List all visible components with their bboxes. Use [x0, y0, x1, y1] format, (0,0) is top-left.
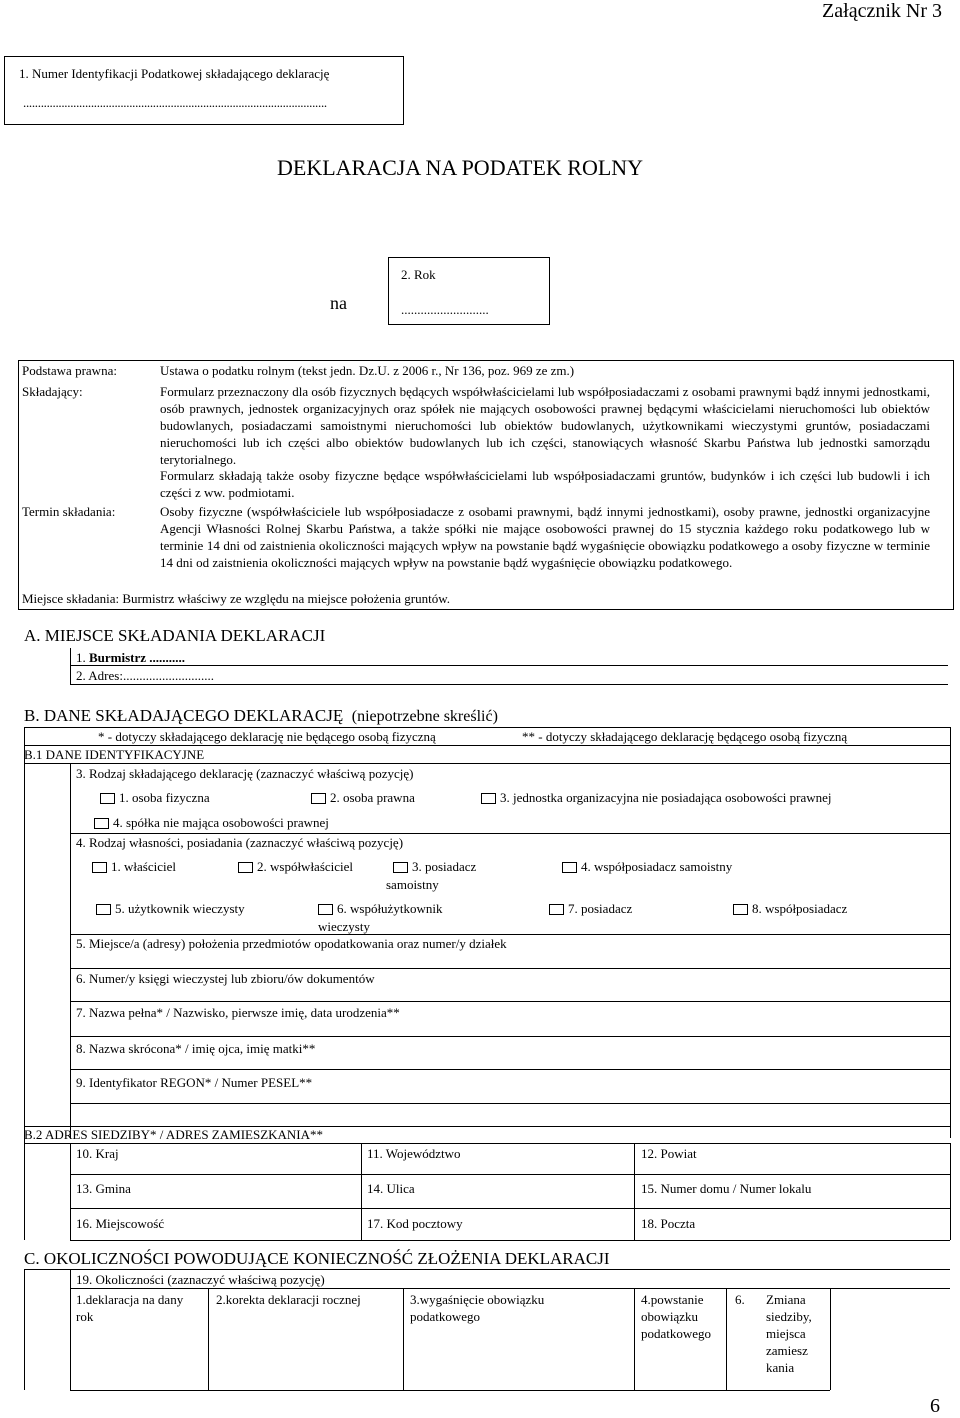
q3-option-2[interactable] [311, 790, 415, 806]
q4-option-3[interactable] [393, 859, 476, 875]
q8-field[interactable]: 8. Nazwa skrócona* / imię ojca, imię matki** [76, 1041, 316, 1056]
nip-label: 1. Numer Identyfikacji Podatkowej składającego deklarację [19, 66, 330, 81]
q3-option-4-label: 4. spółka nie mająca osobowości prawnej [113, 815, 329, 830]
skladajacy-label: Składający: [22, 384, 83, 399]
q4-option-8-label: 8. współposiadacz [752, 901, 848, 916]
burmistrz-row [76, 650, 185, 666]
c-option-4[interactable] [641, 1291, 711, 1342]
checkbox-icon[interactable] [733, 904, 748, 915]
addr-poczta[interactable]: 18. Poczta [641, 1216, 696, 1231]
addr-miejscowosc[interactable]: 16. Miejscowość [76, 1216, 165, 1231]
page-number: 6 [930, 1395, 940, 1417]
c-option-3[interactable] [410, 1291, 544, 1325]
q3-label: 3. Rodzaj składającego deklarację (zaznaczyć właściwą pozycję) [76, 766, 414, 781]
addr-numer-domu[interactable]: 15. Numer domu / Numer lokalu [641, 1181, 812, 1196]
burmistrz-number: 1. [76, 650, 89, 665]
q4-option-6-cont: wieczysty [318, 919, 370, 934]
c-option-3-line-2: podatkowego [410, 1309, 481, 1324]
checkbox-icon[interactable] [96, 904, 111, 915]
attachment-label: Załącznik Nr 3 [822, 0, 942, 22]
q4-option-2[interactable] [238, 859, 353, 875]
c-option-3-line-1: 3.wygaśnięcie obowiązku [410, 1292, 545, 1307]
q4-option-4-label: 4. współposiadacz samoistny [581, 859, 733, 874]
c-option-1-line-1: 1.deklaracja na dany [76, 1292, 184, 1307]
q3-option-2-label: 2. osoba prawna [330, 790, 415, 805]
adres-field[interactable]: 2. Adres:............................ [76, 668, 214, 683]
addr-wojewodztwo[interactable]: 11. Województwo [367, 1146, 461, 1161]
checkbox-icon[interactable] [311, 793, 326, 804]
b1-heading: B.1 DANE IDENTYFIKACYJNE [24, 747, 205, 762]
checkbox-icon[interactable] [94, 818, 109, 829]
note-legal-person: * - dotyczy składającego deklarację nie będącego osobą fizyczną [98, 729, 436, 744]
q19-label: 19. Okoliczności (zaznaczyć właściwą pozycję) [76, 1272, 325, 1287]
c-option-6[interactable] [766, 1291, 812, 1376]
q4-option-1[interactable] [92, 859, 176, 875]
c-option-2-line-1: 2.korekta deklaracji rocznej [216, 1292, 361, 1307]
q5-field[interactable]: 5. Miejsce/a (adresy) położenia przedmiotów opodatkowania oraz numer/y działek [76, 936, 507, 951]
checkbox-icon[interactable] [393, 862, 408, 873]
checkbox-icon[interactable] [562, 862, 577, 873]
q4-option-2-label: 2. współwłaściciel [257, 859, 354, 874]
q4-option-3-cont: samoistny [386, 877, 439, 892]
q4-option-6[interactable] [318, 901, 442, 917]
addr-gmina[interactable]: 13. Gmina [76, 1181, 131, 1196]
q4-option-5[interactable] [96, 901, 245, 917]
burmistrz-field[interactable]: Burmistrz ........... [89, 650, 186, 665]
checkbox-icon[interactable] [238, 862, 253, 873]
note-natural-person: ** - dotyczy składającego deklarację będącego osobą fizyczną [522, 729, 848, 744]
q3-option-1[interactable] [100, 790, 210, 806]
q4-label: 4. Rodzaj własności, posiadania (zaznaczyć właściwą pozycję) [76, 835, 404, 850]
q4-option-7[interactable] [549, 901, 632, 917]
c-option-6-number: 6. [735, 1292, 745, 1307]
q4-option-1-label: 1. właściciel [111, 859, 176, 874]
q3-option-4[interactable] [94, 815, 329, 831]
checkbox-icon[interactable] [481, 793, 496, 804]
checkbox-icon[interactable] [92, 862, 107, 873]
c-option-4-line-3: podatkowego [641, 1326, 712, 1341]
section-b-title [24, 706, 498, 726]
checkbox-icon[interactable] [318, 904, 333, 915]
year-box [388, 257, 550, 325]
c-option-6-line-4: zamiesz [766, 1343, 808, 1358]
section-b-note: (niepotrzebne skreślić) [351, 708, 498, 725]
q7-field[interactable]: 7. Nazwa pełna* / Nazwisko, pierwsze imię, data urodzenia** [76, 1005, 400, 1020]
addr-ulica[interactable]: 14. Ulica [367, 1181, 415, 1196]
c-option-6-line-5: kania [766, 1360, 795, 1375]
skladajacy-text-2: Formularz składają także osoby fizyczne będące współwłaścicielami lub współposiadaczami gruntów, budynków i ich części lub budowli i ich części z ww. podmiotami. [160, 468, 930, 500]
miejsce-skladania: Miejsce składania: Burmistrz właściwy ze względu na miejsce położenia gruntów. [22, 591, 451, 606]
year-field[interactable]: ........................... [401, 302, 489, 317]
podstawa-label: Podstawa prawna: [22, 363, 117, 378]
c-option-1[interactable] [76, 1291, 183, 1325]
year-prefix: na [330, 293, 347, 313]
q4-option-3-label: 3. posiadacz [412, 859, 477, 874]
b2-heading: B.2 ADRES SIEDZIBY* / ADRES ZAMIESZKANIA** [24, 1127, 324, 1142]
c-option-6-line-2: siedziby, [766, 1309, 812, 1324]
addr-powiat[interactable]: 12. Powiat [641, 1146, 697, 1161]
c-option-1-line-2: rok [76, 1309, 94, 1324]
year-label: 2. Rok [401, 267, 436, 282]
termin-text: Osoby fizyczne (współwłaściciele lub współposiadacze z osobami prawnymi, bądź innymi jednostkami), osoby prawne, jednostki organizacyjne Agencji Własności Rolnej Skarbu Państwa, a także spółki nie mające osobowości prawnej do 15 stycznia każdego roku podatkowego lub w terminie 14 dni od zaistnienia okoliczności mających wpływ na powstanie bądź wygaśnięcie obowiązku podatkowego a osoby fizyczne w terminie 14 dni od zaistnienia okoliczności mających wpływ na powstanie bądź wygaśnięcie obowiązku podatkowego. [160, 504, 930, 570]
page-title: DEKLARACJA NA PODATEK ROLNY [277, 155, 644, 180]
q6-field[interactable]: 6. Numer/y księgi wieczystej lub zbioru/ów dokumentów [76, 971, 375, 986]
addr-kraj[interactable]: 10. Kraj [76, 1146, 119, 1161]
c-option-4-line-2: obowiązku [641, 1309, 699, 1324]
skladajacy-text: Formularz przeznaczony dla osób fizycznych będących współwłaścicielami lub współposiadaczami z osobami prawnymi bądź innymi jednostkami, osób prawnych, jednostek organizacyjnych oraz spółek nie mających osobowości prawnej będącymi właścicielami nieruchomości lub obiektów budowlanych, posiadaczami samoistnymi nieruchomości lub obiektów budowlanych, użytkownikami wieczystymi gruntów, posiadaczami nieruchomości lub ich części albo obiektów budowlanych lub ich części, stanowiących własność Skarbu Państwa lub jednostki samorządu terytorialnego. [160, 384, 930, 467]
c-option-4-line-1: 4.powstanie [641, 1292, 704, 1307]
checkbox-icon[interactable] [100, 793, 115, 804]
q4-option-7-label: 7. posiadacz [568, 901, 633, 916]
q3-option-1-label: 1. osoba fizyczna [119, 790, 210, 805]
q3-option-3-label: 3. jednostka organizacyjna nie posiadająca osobowości prawnej [500, 790, 832, 805]
addr-kod-pocztowy[interactable]: 17. Kod pocztowy [367, 1216, 463, 1231]
c-option-6-line-3: miejsca [766, 1326, 806, 1341]
q4-option-6-label: 6. współużytkownik [337, 901, 443, 916]
section-b-heading: B. DANE SKŁADAJĄCEGO DEKLARACJĘ [24, 706, 344, 725]
termin-label: Termin składania: [22, 504, 116, 519]
section-c-title: C. OKOLICZNOŚCI POWODUJĄCE KONIECZNOŚĆ ZŁOŻENIA DEKLARACJI [24, 1249, 610, 1268]
q4-option-4[interactable] [562, 859, 732, 875]
c-option-2[interactable] [216, 1291, 361, 1308]
checkbox-icon[interactable] [549, 904, 564, 915]
q9-field[interactable]: 9. Identyfikator REGON* / Numer PESEL** [76, 1075, 313, 1090]
nip-field[interactable]: ....................................................................................................... [23, 95, 327, 110]
q4-option-8[interactable] [733, 901, 847, 917]
q4-option-5-label: 5. użytkownik wieczysty [115, 901, 245, 916]
q3-option-3[interactable] [481, 790, 832, 806]
c-option-6-line-1: Zmiana [766, 1292, 806, 1307]
nip-box [4, 56, 404, 125]
podstawa-text: Ustawa o podatku rolnym (tekst jedn. Dz.U. z 2006 r., Nr 136, poz. 969 ze zm.) [160, 363, 575, 378]
section-a-title: A. MIEJSCE SKŁADANIA DEKLARACJI [24, 626, 326, 645]
